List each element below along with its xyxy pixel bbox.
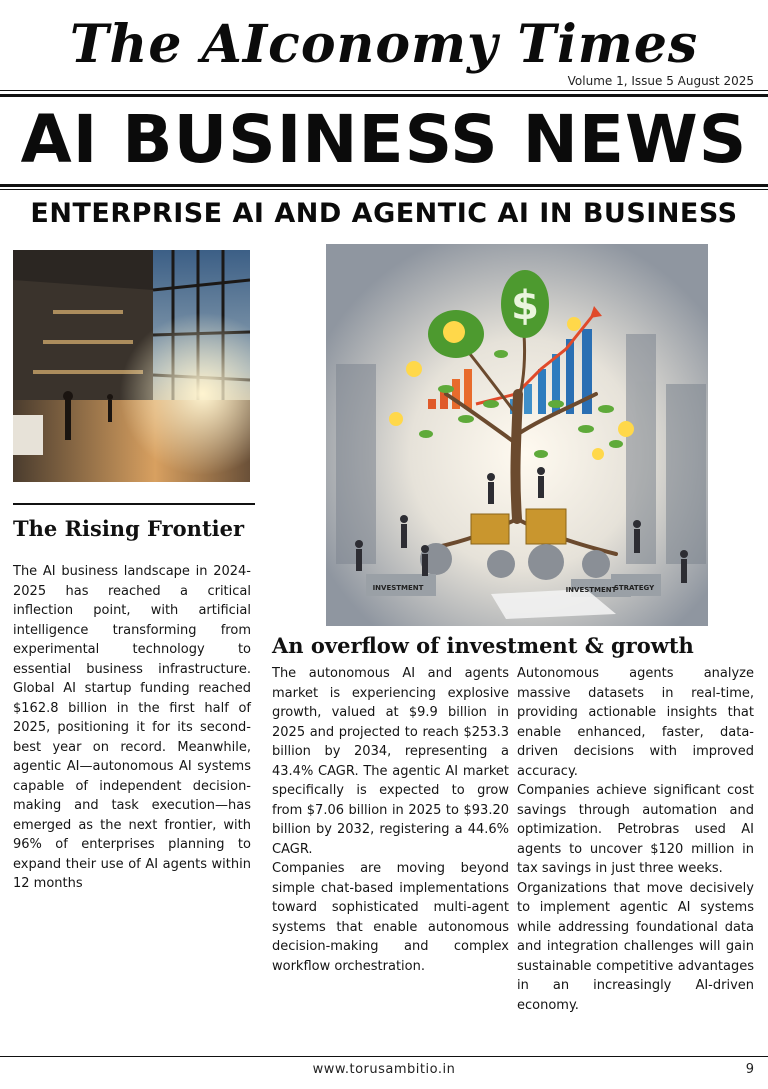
article-column-3 — [517, 664, 754, 1015]
article-column-2 — [272, 664, 509, 976]
section-title-investment-growth: An overflow of investment & growth — [272, 633, 694, 658]
headline-rule-thick — [0, 184, 768, 187]
masthead-rule-thick — [0, 94, 768, 97]
article-paragraph: Companies achieve significant cost savings through automation and optimization. Petrobras used AI agents to uncover $120 million in tax savings in just three weeks. — [517, 783, 754, 876]
article-paragraph: The AI business landscape in 2024-2025 has reached a critical inflection point, with artificial intelligence transforming from experimental technology to essential business infrastructure. Global AI startup funding reached $162.8 billion in the first half of 2025, positioning it for its second-best year on record. Meanwhile, agentic AI—autonomous AI systems capable of independent decision-making and task execution—has emerged as the next frontier, with 96% of enterprises planning to expand their use of AI agents within 12 months — [13, 564, 251, 891]
section-divider — [13, 503, 255, 505]
image-label-strategy: STRATEGY — [613, 584, 655, 592]
article-paragraph: Companies are moving beyond simple chat-based implementations toward sophisticated multi-agent systems that enable autonomous decision-making and complex workflow orchestration. — [272, 861, 509, 974]
footer-rule — [0, 1056, 768, 1057]
image-label-investment-1: INVESTMENT — [372, 584, 424, 592]
page-subheadline: ENTERPRISE AI AND AGENTIC AI IN BUSINESS — [30, 198, 738, 229]
office-atrium-image — [13, 250, 250, 482]
page-headline: AI BUSINESS NEWS — [20, 101, 748, 178]
image-label-investment-2: INVESTMENT — [565, 586, 617, 594]
masthead-rule-thin — [0, 90, 768, 91]
article-paragraph: The autonomous AI and agents market is experiencing explosive growth, valued at $9.9 billion in 2025 and projected to reach $253.3 billion by 2034, representing a 43.4% CAGR. The agentic AI market specifically is expected to grow from $7.06 billion in 2025 to $93.20 billion by 2032, registering a 44.6% CAGR. — [272, 666, 509, 857]
article-paragraph: Autonomous agents analyze massive datasets in real-time, providing actionable insights that enable enhanced, faster, data-driven decisions with improved accuracy. — [517, 666, 754, 779]
issue-info: Volume 1, Issue 5 August 2025 — [567, 74, 754, 88]
masthead-title: The AIconomy Times — [69, 14, 699, 75]
investment-growth-tree-image — [326, 244, 708, 626]
headline-rule-thin — [0, 189, 768, 190]
section-title-rising-frontier: The Rising Frontier — [13, 516, 245, 541]
article-paragraph: Organizations that move decisively to implement agentic AI systems while addressing foundational data and integration challenges will gain sustainable competitive advantages in an increasingly AI-driven economy. — [517, 880, 754, 1013]
article-column-1 — [13, 562, 251, 894]
footer-url-link[interactable]: www.torusambitio.in — [312, 1062, 456, 1077]
page-number: 9 — [745, 1062, 754, 1077]
svg-text:$: $ — [511, 283, 539, 329]
